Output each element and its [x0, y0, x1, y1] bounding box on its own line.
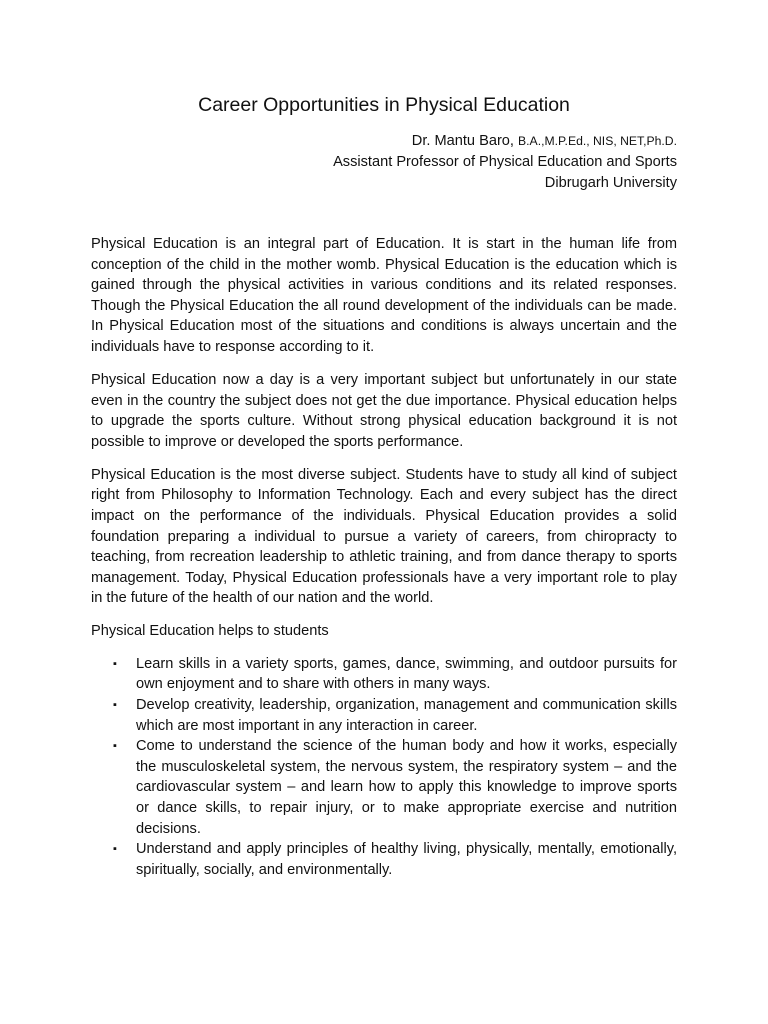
document-body	[91, 234, 677, 880]
author-line	[91, 131, 677, 152]
list-item-text: Learn skills in a variety sports, games, dance, swimming, and outdoor pursuits for own enjoyment and to share with others in many ways.	[136, 655, 677, 693]
list-item	[91, 736, 677, 839]
paragraph: Physical Education is the most diverse subject. Students have to study all kind of subject right from Philosophy to Information Technology. Each and every subject has the direct impact on the performance of the individuals. Physical Education provides a solid foundation preparing a individual to pursue a variety of careers, from chiropracty to teaching, from recreation leadership to athletic training, and from dance therapy to sports management. Today, Physical Education professionals have a very important role to play in the future of the health of our nation and the world.	[91, 466, 677, 607]
list-item	[91, 839, 677, 880]
list-item	[91, 695, 677, 736]
bullet-icon: ▪	[113, 843, 117, 856]
list-intro: Physical Education helps to students	[91, 623, 329, 640]
list-item	[91, 654, 677, 695]
list-item-text: Come to understand the science of the human body and how it works, especially the musculoskeletal system, the nervous system, the respiratory system – and the cardiovascular system – and learn how to apply this knowledge to improve sports or dance skills, to repair injury, or to make appropriate exercise and nutrition decisions.	[136, 738, 677, 837]
author-institution: Dibrugarh University	[544, 175, 677, 191]
author-name: Dr. Mantu Baro,	[411, 133, 519, 149]
list-item-text: Develop creativity, leadership, organization, management and communication skills which are most important in any interaction in career.	[136, 697, 677, 734]
paragraph: Physical Education is an integral part of Education. It is start in the human life from conception of the child in the mother womb. Physical Education is the education which is gained through the physical activities in various conditions and its related responses. Though the Physical Education the all round development of the individuals can be made. In Physical Education most of the situations and conditions is always uncertain and the individuals have to response according to it.	[91, 236, 677, 355]
document-page	[91, 0, 677, 1024]
bullet-icon: ▪	[113, 740, 117, 753]
bullet-list	[91, 654, 677, 881]
author-block	[91, 131, 677, 194]
document-title: Career Opportunities in Physical Education	[198, 94, 570, 116]
list-item-text: Understand and apply principles of healthy living, physically, mentally, emotionally, spiritually, socially, and environmentally.	[136, 841, 677, 878]
author-position: Assistant Professor of Physical Education and Sports	[333, 154, 677, 170]
author-degrees: B.A.,M.P.Ed., NIS, NET,Ph.D.	[518, 134, 677, 148]
paragraph: Physical Education now a day is a very important subject but unfortunately in our state even in the country the subject does not get the due importance. Physical education helps to upgrade the sports culture. Without strong physical education background it is not possible to improve or developed the sports performance.	[91, 371, 677, 450]
bullet-icon: ▪	[113, 699, 117, 712]
bullet-icon: ▪	[113, 657, 117, 670]
